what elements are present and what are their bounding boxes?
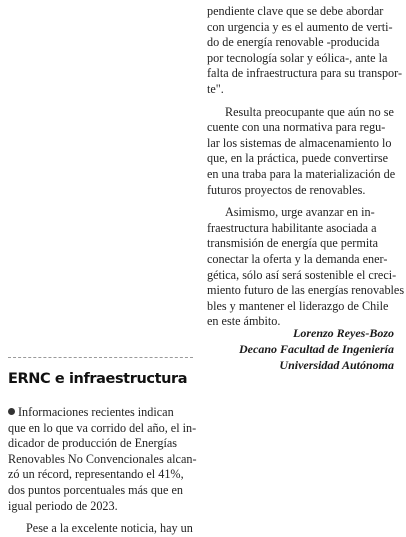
text-line: fraestructura habilitante asociada a <box>207 220 377 235</box>
text-line: miento futuro de las energías renovables <box>207 283 405 298</box>
bullet-icon <box>8 408 15 415</box>
paragraph-gap <box>207 198 397 205</box>
right-column <box>207 4 405 330</box>
text-line <box>8 405 198 421</box>
author-name: Lorenzo Reyes-Bozo <box>293 326 394 340</box>
text-line: zó un récord, representando el 41%, <box>8 467 184 482</box>
text-line: gética, sólo así será sostenible el creci- <box>207 267 397 282</box>
author-institution: Universidad Autónoma <box>279 358 394 372</box>
text-line: cuente con una normativa para regu- <box>207 120 386 135</box>
paragraph-news <box>8 521 198 537</box>
text-line-content: Informaciones recientes indican <box>18 405 174 419</box>
text-line: bles y mantener el liderazgo de Chile <box>207 298 389 313</box>
text-line: lar los sistemas de almacenamiento lo <box>207 135 392 150</box>
author-signature <box>207 325 394 373</box>
paragraph-continuation <box>207 4 402 98</box>
text-line: igual periodo de 2023. <box>8 498 118 513</box>
text-line: con urgencia y es el aumento de verti- <box>207 19 393 34</box>
text-line: Resulta preocupante que aún no se <box>225 104 394 119</box>
section-divider <box>8 357 193 358</box>
text-line: pendiente clave que se debe abordar <box>207 4 384 18</box>
text-line: transmisión de energía que permita <box>207 236 379 251</box>
section-title: ERNC e infraestructura <box>8 371 188 387</box>
left-column-body <box>8 405 198 537</box>
author-role: Decano Facultad de Ingeniería <box>239 342 394 356</box>
paragraph-gap <box>8 514 198 521</box>
text-line: que, en la práctica, puede convertirse <box>207 151 389 166</box>
text-line: por tecnología solar y eólica-, ante la <box>207 50 388 65</box>
text-line: falta de infraestructura para su transpor- <box>207 66 402 81</box>
paragraph-intro <box>8 405 198 514</box>
text-line: en este ámbito. <box>207 314 281 329</box>
paragraph-infrastructure <box>207 205 405 330</box>
text-line: conectar la oferta y la demanda ener- <box>207 251 388 266</box>
text-line: dos puntos porcentuales más que en <box>8 482 183 497</box>
text-line: Asimismo, urge avanzar en in- <box>225 205 375 220</box>
text-line: en una traba para la materialización de <box>207 166 396 181</box>
text-line: dicador de producción de Energías <box>8 436 177 451</box>
text-line: Pese a la excelente noticia, hay un <box>26 521 193 536</box>
text-line: futuros proyectos de renovables. <box>207 182 366 197</box>
text-line: te". <box>207 81 224 96</box>
text-line: do de energía renovable -producida <box>207 35 380 50</box>
text-line: Renovables No Convencionales alcan- <box>8 451 197 466</box>
paragraph-gap <box>207 98 397 105</box>
text-line: que en lo que va corrido del año, el in- <box>8 420 197 435</box>
paragraph-storage <box>207 105 397 199</box>
